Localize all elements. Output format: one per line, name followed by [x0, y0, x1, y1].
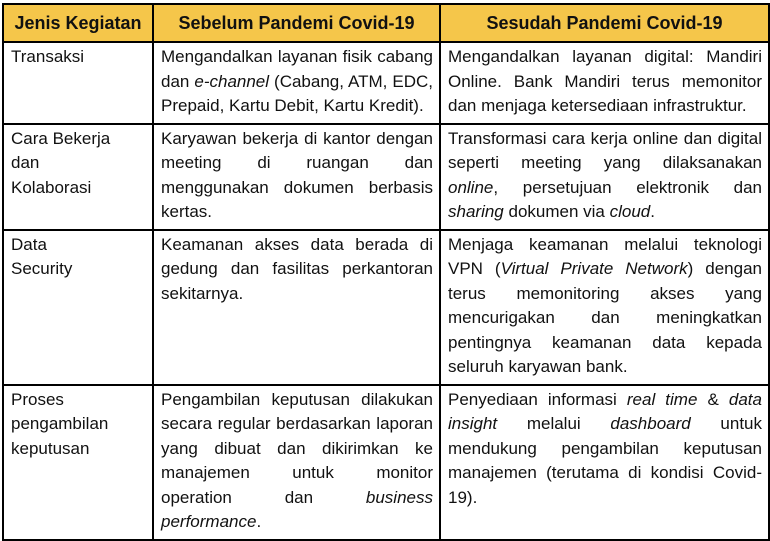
table-row-transaksi	[3, 42, 769, 124]
column-header-jenis-kegiatan: Jenis Kegiatan	[3, 4, 153, 42]
activity-cell: Cara Bekerja dan Kolaborasi	[3, 124, 153, 230]
after-cell: Transformasi cara kerja online dan digital seperti meeting yang dilaksanakan online, persetujuan elektronik dan sharing dokumen via cloud.	[440, 124, 769, 230]
table-header-row	[3, 4, 769, 42]
table-row-proses-keputusan	[3, 385, 769, 540]
after-cell: Penyediaan informasi real time & data insight melalui dashboard untuk mendukung pengambilan keputusan manajemen (terutama di kondisi Covid-19).	[440, 385, 769, 540]
activity-cell: Proses pengambilan keputusan	[3, 385, 153, 540]
before-cell: Karyawan bekerja di kantor dengan meeting di ruangan dan menggunakan dokumen berbasis kertas.	[153, 124, 440, 230]
after-cell: Menjaga keamanan melalui teknologi VPN (Virtual Private Network) dengan terus memonitoring akses yang mencurigakan dan meningkatkan pentingnya keamanan data kepada seluruh karyawan bank.	[440, 230, 769, 385]
column-header-sebelum-pandemi: Sebelum Pandemi Covid-19	[153, 4, 440, 42]
before-cell: Keamanan akses data berada di gedung dan fasilitas perkantoran sekitarnya.	[153, 230, 440, 385]
after-cell: Mengandalkan layanan digital: Mandiri Online. Bank Mandiri terus memonitor dan menjaga ketersediaan infrastruktur.	[440, 42, 769, 124]
before-cell: Pengambilan keputusan dilakukan secara regular berdasarkan laporan yang dibuat dan dikirimkan ke manajemen untuk monitor operation dan business performance.	[153, 385, 440, 540]
activity-cell: Data Security	[3, 230, 153, 385]
table-row-cara-bekerja	[3, 124, 769, 230]
column-header-sesudah-pandemi: Sesudah Pandemi Covid-19	[440, 4, 769, 42]
before-cell: Mengandalkan layanan fisik cabang dan e-channel (Cabang, ATM, EDC, Prepaid, Kartu Debit, Kartu Kredit).	[153, 42, 440, 124]
activity-cell: Transaksi	[3, 42, 153, 124]
comparison-table	[2, 3, 770, 541]
table-row-data-security	[3, 230, 769, 385]
